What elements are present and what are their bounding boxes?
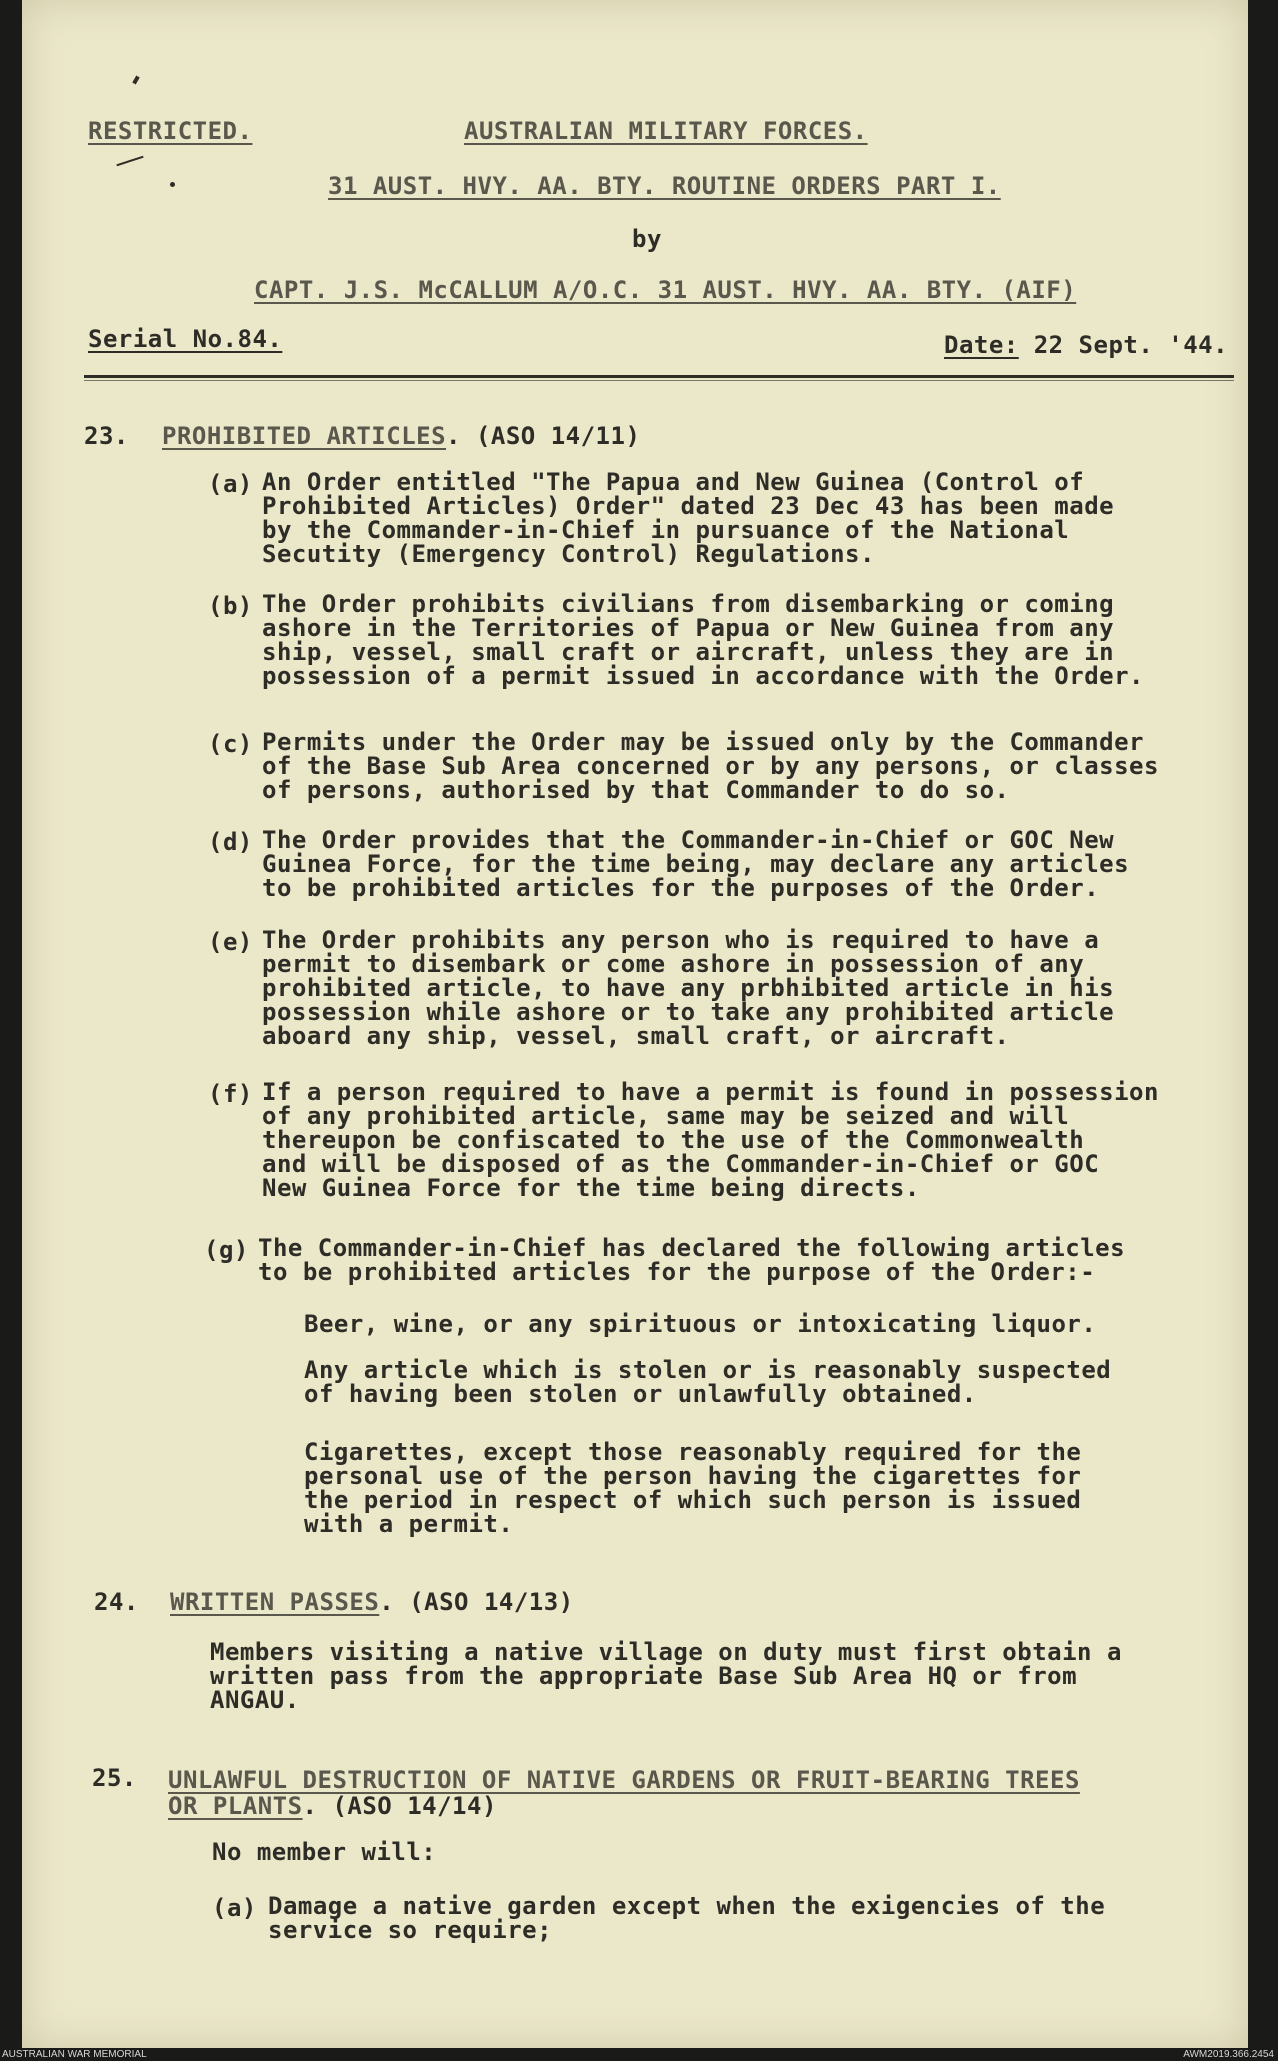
para-23a [262, 470, 1114, 566]
para-line: Permits under the Order may be issued only by the Commander [262, 728, 1145, 756]
para-line: and will be disposed of as the Commander-in-Chief or GOC [262, 1150, 1100, 1178]
para-23f-label: (f) [208, 1080, 253, 1108]
date-label: Date: [944, 331, 1019, 359]
header-divider-2 [84, 380, 1234, 381]
para-line: The Commander-in-Chief has declared the following articles [258, 1234, 1126, 1262]
para-line: The Order provides that the Commander-in-Chief or GOC New [262, 826, 1115, 854]
para-line: Guinea Force, for the time being, may declare any articles [262, 850, 1130, 878]
footer-institution: AUSTRALIAN WAR MEMORIAL [2, 2049, 147, 2060]
para-23b [262, 592, 1144, 688]
serial-number: Serial No.84. [88, 325, 283, 353]
section-24-number: 24. [94, 1588, 139, 1616]
section-24-heading: WRITTEN PASSES [170, 1588, 380, 1616]
ink-mark [170, 182, 175, 187]
section-23-number: 23. [84, 422, 129, 450]
para-23c-label: (c) [208, 730, 253, 758]
para-25a-label: (a) [212, 1894, 257, 1922]
orders-title: 31 AUST. HVY. AA. BTY. ROUTINE ORDERS PART I. [328, 172, 1001, 200]
para-23g [258, 1236, 1125, 1284]
para-line: possession while ashore or to take any prohibited article [262, 998, 1115, 1026]
para-23f [262, 1080, 1159, 1200]
para-23d-label: (d) [208, 828, 253, 856]
document-page [22, 0, 1248, 2048]
para-line: service so require; [268, 1916, 553, 1944]
section-24-heading-line [170, 1588, 574, 1616]
header-divider [84, 375, 1234, 378]
section-25-heading-line-2 [168, 1792, 497, 1820]
section-23-heading: PROHIBITED ARTICLES [162, 422, 447, 450]
para-line: of having been stolen or unlawfully obtained. [304, 1380, 977, 1408]
para-line: the period in respect of which such person is issued [304, 1486, 1082, 1514]
para-line: Cigarettes, except those reasonably required for the [304, 1438, 1082, 1466]
date-line [944, 331, 1228, 359]
para-line: Prohibited Articles) Order" dated 23 Dec 43 has been made [262, 492, 1115, 520]
para-line: by the Commander-in-Chief in pursuance of the National [262, 516, 1070, 544]
para-line: of any prohibited article, same may be seized and will [262, 1102, 1070, 1130]
date-value: 22 Sept. '44. [1033, 331, 1229, 359]
section-25-reference: . (ASO 14/14) [302, 1792, 497, 1820]
para-23e [262, 928, 1114, 1048]
para-line: to be prohibited articles for the purposes of the Order. [262, 874, 1100, 902]
para-23b-label: (b) [208, 592, 253, 620]
prohibited-item-liquor [304, 1312, 1096, 1336]
para-23c [262, 730, 1159, 802]
para-line: ship, vessel, small craft or aircraft, unless they are in [262, 638, 1115, 666]
para-line: to be prohibited articles for the purpose of the Order:- [258, 1258, 1096, 1286]
section-25-heading-cont: OR PLANTS [168, 1792, 303, 1820]
para-line: aboard any ship, vessel, small craft, or aircraft. [262, 1022, 1010, 1050]
ink-mark [116, 156, 143, 167]
section-25-heading-line-1: UNLAWFUL DESTRUCTION OF NATIVE GARDENS OR FRUIT-BEARING TREES [168, 1766, 1080, 1794]
prohibited-item-stolen [304, 1358, 1111, 1406]
para-line: Members visiting a native village on duty must first obtain a [210, 1638, 1122, 1666]
para-25a [268, 1894, 1105, 1942]
commander-line: CAPT. J.S. McCALLUM A/O.C. 31 AUST. HVY. AA. BTY. (AIF) [254, 276, 1077, 304]
section-24-reference: . (ASO 14/13) [379, 1588, 574, 1616]
para-line: Secutity (Emergency Control) Regulations. [262, 540, 875, 568]
para-line: The Order prohibits civilians from disembarking or coming [262, 590, 1115, 618]
section-23-heading-line [162, 422, 640, 450]
organisation-title: AUSTRALIAN MILITARY FORCES. [464, 117, 868, 145]
para-line: An Order entitled "The Papua and New Guinea (Control of [262, 468, 1085, 496]
ink-mark [132, 76, 139, 85]
para-23d [262, 828, 1129, 900]
para-line: permit to disembark or come ashore in possession of any [262, 950, 1085, 978]
para-line: prohibited article, to have any prbhibited article in his [262, 974, 1115, 1002]
para-line: of persons, authorised by that Commander to do so. [262, 776, 1010, 804]
section-24-body [210, 1640, 1122, 1712]
para-line: Beer, wine, or any spirituous or intoxicating liquor. [304, 1310, 1097, 1338]
section-25-number: 25. [92, 1764, 137, 1792]
para-line: ANGAU. [210, 1686, 300, 1714]
para-line: of the Base Sub Area concerned or by any persons, or classes [262, 752, 1159, 780]
para-line: possession of a permit issued in accordance with the Order. [262, 662, 1145, 690]
section-23-reference: . (ASO 14/11) [446, 422, 641, 450]
classification-label: RESTRICTED. [88, 117, 253, 145]
section-25-intro: No member will: [212, 1838, 437, 1866]
para-line: written pass from the appropriate Base Sub Area HQ or from [210, 1662, 1078, 1690]
para-line: ashore in the Territories of Papua or New Guinea from any [262, 614, 1115, 642]
para-line: If a person required to have a permit is found in possession [262, 1078, 1159, 1106]
para-line: The Order prohibits any person who is required to have a [262, 926, 1100, 954]
para-line: personal use of the person having the cigarettes for [304, 1462, 1082, 1490]
para-line: Damage a native garden except when the exigencies of the [268, 1892, 1106, 1920]
para-23a-label: (a) [208, 470, 253, 498]
para-23e-label: (e) [208, 928, 253, 956]
para-23g-label: (g) [204, 1236, 249, 1264]
para-line: thereupon be confiscated to the use of the Commonwealth [262, 1126, 1085, 1154]
by-label: by [632, 225, 662, 253]
para-line: with a permit. [304, 1510, 514, 1538]
para-line: New Guinea Force for the time being directs. [262, 1174, 920, 1202]
footer-accession-number: AWM2019.366.2454 [1183, 2049, 1274, 2060]
para-line: Any article which is stolen or is reasonably suspected [304, 1356, 1112, 1384]
prohibited-item-cigarettes [304, 1440, 1081, 1536]
